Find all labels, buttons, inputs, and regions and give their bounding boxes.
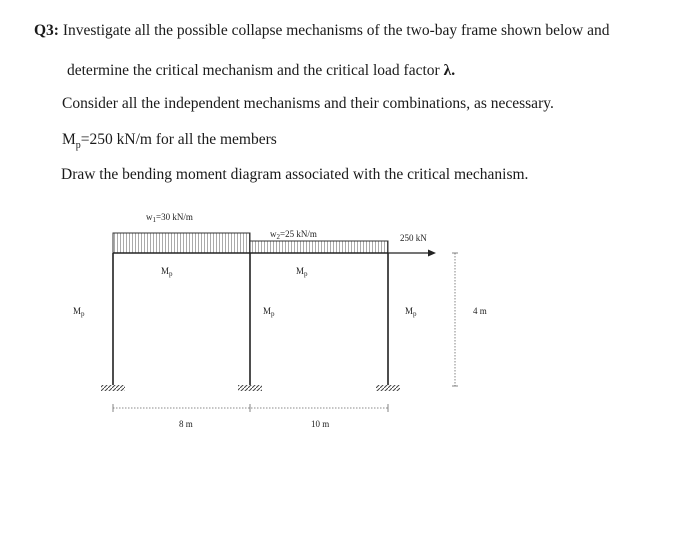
mp-label-column-left: $M_p$ [73, 306, 85, 318]
bay1-dimension-label: 8 m [179, 419, 193, 429]
mp-subscript: p [75, 140, 81, 152]
mp-label-beam-1: $M_p$ [161, 266, 173, 278]
w1-label: $w_1=30$ kN/m [146, 212, 193, 224]
mp-label-column-right: $M_p$ [405, 306, 417, 318]
question-text-1: Investigate all the possible collapse mechanisms of the two-bay frame shown below and [58, 22, 610, 39]
udl-bay-2 [250, 241, 388, 253]
w2-label: $w_2=25$ kN/m [270, 229, 317, 241]
mp-symbol: M [62, 131, 76, 148]
mp-label-column-middle: $M_p$ [263, 306, 275, 318]
fixed-support-middle [238, 385, 262, 391]
height-dimension-label: 4 m [473, 306, 487, 316]
question-label: Q3: [34, 22, 59, 39]
point-load-arrowhead [428, 250, 436, 257]
udl-bay-1 [113, 233, 250, 253]
question-line-5: Draw the bending moment diagram associated with the critical mechanism. [61, 166, 529, 183]
bay2-dimension-label: 10 m [311, 419, 330, 429]
mp-label-beam-2: $M_p$ [296, 266, 308, 278]
question-line-3: Consider all the independent mechanisms and their combinations, as necessary. [62, 95, 554, 112]
fixed-support-right [376, 385, 400, 391]
point-load-label: 250 kN [400, 233, 427, 243]
lambda-symbol: λ. [443, 62, 456, 79]
mp-value-text: =250 kN/m for all the members [80, 131, 277, 148]
fixed-support-left [101, 385, 125, 391]
question-text-2: determine the critical mechanism and the critical load factor [67, 62, 444, 79]
